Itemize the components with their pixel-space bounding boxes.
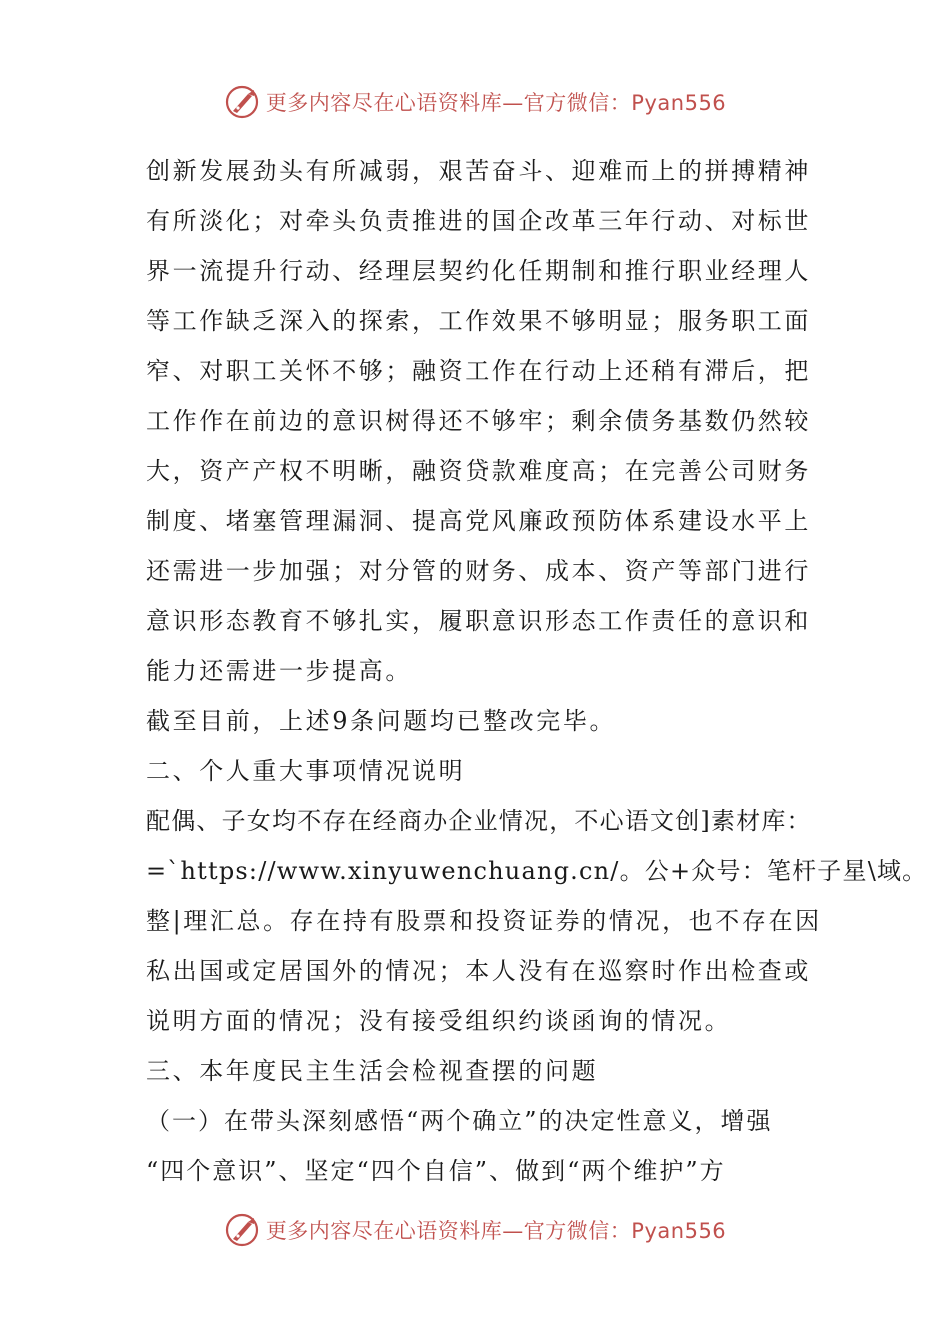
section-heading: 二、个人重大事项情况说明 [146,757,466,785]
footer-watermark-banner [0,1210,950,1250]
text-line: （一）在带头深刻感悟“两个确立”的决定性意义，增强 [146,1107,773,1135]
text-line: 还需进一步加强；对分管的财务、成本、资产等部门进行 [146,557,811,585]
text-line: 整|理汇总。存在持有股票和投资证券的情况，也不存在因 [146,907,822,935]
text-line: 制度、堵塞管理漏洞、提高党风廉政预防体系建设水平上 [146,507,811,535]
text-line: 工作作在前边的意识树得还不够牢；剩余债务基数仍然较 [146,407,811,435]
text-line: =`https://www.xinyuwenchuang.cn/。公+众号：笔杆子星\域。 [146,857,928,885]
text-line: 私出国或定居国外的情况；本人没有在巡察时作出检查或 [146,957,811,985]
pen-nib-logo-icon [224,1212,260,1248]
text-line: 截至目前，上述9条问题均已整改完毕。 [146,707,617,735]
text-line: 配偶、子女均不存在经商办企业情况，不心语文创]素材库： [146,807,812,835]
footer-watermark-text: 更多内容尽在心语资料库—官方微信：Pyan556 [265,1219,727,1243]
document-body [146,146,928,1196]
text-line: 能力还需进一步提高。 [146,657,412,685]
text-line: 创新发展劲头有所减弱，艰苦奋斗、迎难而上的拼搏精神 [146,157,811,185]
text-line: 大，资产产权不明晰，融资贷款难度高；在完善公司财务 [146,457,811,485]
text-line: 说明方面的情况；没有接受组织约谈函询的情况。 [146,1007,732,1035]
text-line: 意识形态教育不够扎实，履职意识形态工作责任的意识和 [146,607,811,635]
text-line: 窄、对职工关怀不够；融资工作在行动上还稍有滞后，把 [146,357,811,385]
pen-nib-logo-icon [224,84,260,120]
header-watermark-text: 更多内容尽在心语资料库—官方微信：Pyan556 [265,91,727,115]
text-line: 有所淡化；对牵头负责推进的国企改革三年行动、对标世 [146,207,811,235]
text-line: 界一流提升行动、经理层契约化任期制和推行职业经理人 [146,257,811,285]
section-heading: 三、本年度民主生活会检视查摆的问题 [146,1057,599,1085]
text-line: 等工作缺乏深入的探索，工作效果不够明显；服务职工面 [146,307,811,335]
text-line: “四个意识”、坚定“四个自信”、做到“两个维护”方 [146,1157,726,1185]
header-watermark-banner [0,82,950,122]
